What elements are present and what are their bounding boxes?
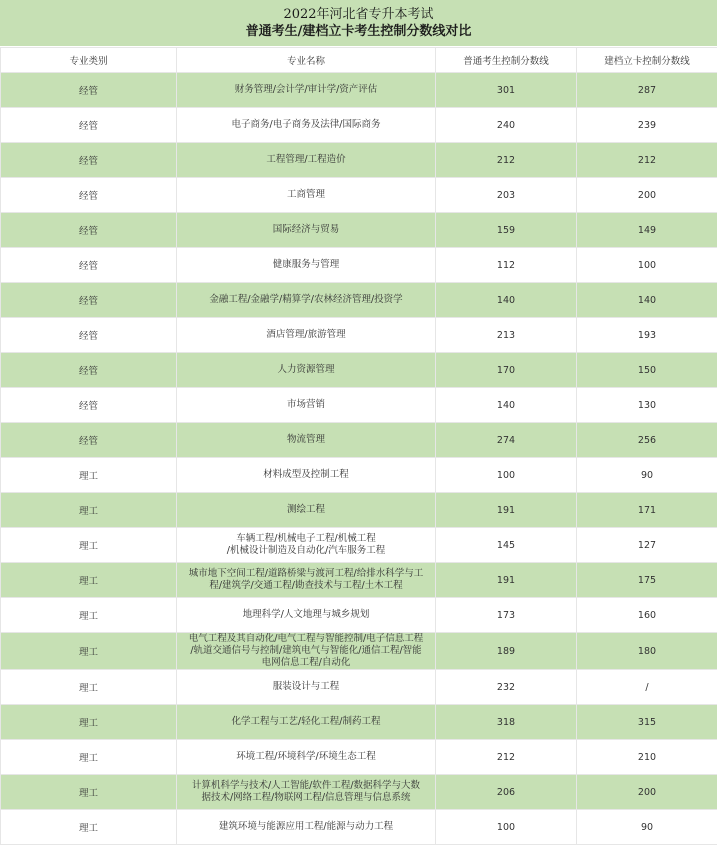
cell-major: 地理科学/人文地理与城乡规划 xyxy=(177,598,436,633)
cell-major: 计算机科学与技术/人工智能/软件工程/数据科学与大数 据技术/网络工程/物联网工程/信息管理与信息系统 xyxy=(177,775,436,810)
score-table xyxy=(0,47,717,845)
cell-category: 经管 xyxy=(1,178,177,213)
cell-major: 电子商务/电子商务及法律/国际商务 xyxy=(177,108,436,143)
table-row xyxy=(1,740,717,775)
cell-registered-score: 140 xyxy=(577,283,717,318)
cell-regular-score: 189 xyxy=(436,633,577,670)
table-row xyxy=(1,108,717,143)
cell-major: 服装设计与工程 xyxy=(177,670,436,705)
header-registered-score: 建档立卡控制分数线 xyxy=(577,48,717,73)
cell-major: 人力资源管理 xyxy=(177,353,436,388)
cell-registered-score: 175 xyxy=(577,563,717,598)
cell-major: 电气工程及其自动化/电气工程与智能控制/电子信息工程 /轨道交通信号与控制/建筑电气与智能化/通信工程/智能 电网信息工程/自动化 xyxy=(177,633,436,670)
cell-major: 物流管理 xyxy=(177,423,436,458)
cell-regular-score: 213 xyxy=(436,318,577,353)
cell-regular-score: 318 xyxy=(436,705,577,740)
table-row xyxy=(1,633,717,670)
cell-registered-score: 127 xyxy=(577,528,717,563)
cell-regular-score: 240 xyxy=(436,108,577,143)
cell-registered-score: 200 xyxy=(577,775,717,810)
title-line-2: 普通考生/建档立卡考生控制分数线对比 xyxy=(245,24,472,39)
cell-major: 环境工程/环境科学/环境生态工程 xyxy=(177,740,436,775)
table-row xyxy=(1,318,717,353)
table-title xyxy=(0,0,717,47)
cell-regular-score: 274 xyxy=(436,423,577,458)
cell-category: 理工 xyxy=(1,670,177,705)
cell-major: 测绘工程 xyxy=(177,493,436,528)
cell-registered-score: 200 xyxy=(577,178,717,213)
cell-regular-score: 140 xyxy=(436,283,577,318)
cell-regular-score: 212 xyxy=(436,143,577,178)
table-row xyxy=(1,143,717,178)
cell-registered-score: 149 xyxy=(577,213,717,248)
cell-regular-score: 145 xyxy=(436,528,577,563)
cell-category: 经管 xyxy=(1,423,177,458)
cell-registered-score: 287 xyxy=(577,73,717,108)
cell-category: 理工 xyxy=(1,633,177,670)
table-row xyxy=(1,178,717,213)
header-category: 专业类别 xyxy=(1,48,177,73)
cell-category: 理工 xyxy=(1,563,177,598)
cell-regular-score: 159 xyxy=(436,213,577,248)
cell-regular-score: 206 xyxy=(436,775,577,810)
cell-regular-score: 100 xyxy=(436,458,577,493)
cell-category: 经管 xyxy=(1,318,177,353)
cell-major: 金融工程/金融学/精算学/农林经济管理/投资学 xyxy=(177,283,436,318)
table-row xyxy=(1,283,717,318)
cell-category: 经管 xyxy=(1,213,177,248)
table-row xyxy=(1,528,717,563)
cell-regular-score: 173 xyxy=(436,598,577,633)
cell-registered-score: 150 xyxy=(577,353,717,388)
cell-regular-score: 170 xyxy=(436,353,577,388)
title-line-1: 2022年河北省专升本考试 xyxy=(283,7,434,22)
cell-regular-score: 212 xyxy=(436,740,577,775)
cell-registered-score: 212 xyxy=(577,143,717,178)
cell-category: 理工 xyxy=(1,810,177,845)
cell-regular-score: 191 xyxy=(436,493,577,528)
cell-category: 理工 xyxy=(1,705,177,740)
table-row xyxy=(1,670,717,705)
cell-registered-score: 130 xyxy=(577,388,717,423)
table-row xyxy=(1,810,717,845)
cell-major: 建筑环境与能源应用工程/能源与动力工程 xyxy=(177,810,436,845)
cell-major: 车辆工程/机械电子工程/机械工程 /机械设计制造及自动化/汽车服务工程 xyxy=(177,528,436,563)
table-row xyxy=(1,388,717,423)
cell-major: 工商管理 xyxy=(177,178,436,213)
cell-regular-score: 203 xyxy=(436,178,577,213)
cell-registered-score: 160 xyxy=(577,598,717,633)
table-row xyxy=(1,213,717,248)
cell-regular-score: 140 xyxy=(436,388,577,423)
cell-category: 经管 xyxy=(1,388,177,423)
cell-category: 理工 xyxy=(1,740,177,775)
table-row xyxy=(1,493,717,528)
cell-registered-score: 315 xyxy=(577,705,717,740)
cell-registered-score: 180 xyxy=(577,633,717,670)
cell-category: 经管 xyxy=(1,283,177,318)
cell-major: 城市地下空间工程/道路桥梁与渡河工程/给排水科学与工 程/建筑学/交通工程/勘查技术与工程/土木工程 xyxy=(177,563,436,598)
header-regular-score: 普通考生控制分数线 xyxy=(436,48,577,73)
cell-registered-score: 100 xyxy=(577,248,717,283)
cell-regular-score: 301 xyxy=(436,73,577,108)
cell-category: 理工 xyxy=(1,493,177,528)
table-row xyxy=(1,423,717,458)
cell-major: 国际经济与贸易 xyxy=(177,213,436,248)
table-row xyxy=(1,705,717,740)
table-row xyxy=(1,248,717,283)
cell-category: 经管 xyxy=(1,73,177,108)
cell-regular-score: 232 xyxy=(436,670,577,705)
table-row xyxy=(1,353,717,388)
table-row xyxy=(1,563,717,598)
header-row xyxy=(1,48,717,73)
header-major: 专业名称 xyxy=(177,48,436,73)
cell-registered-score: 90 xyxy=(577,810,717,845)
cell-registered-score: / xyxy=(577,670,717,705)
cell-category: 经管 xyxy=(1,353,177,388)
cell-major: 市场营销 xyxy=(177,388,436,423)
cell-category: 理工 xyxy=(1,598,177,633)
cell-registered-score: 90 xyxy=(577,458,717,493)
cell-category: 经管 xyxy=(1,108,177,143)
cell-major: 财务管理/会计学/审计学/资产评估 xyxy=(177,73,436,108)
table-row xyxy=(1,598,717,633)
cell-registered-score: 171 xyxy=(577,493,717,528)
cell-registered-score: 210 xyxy=(577,740,717,775)
cell-major: 化学工程与工艺/轻化工程/制药工程 xyxy=(177,705,436,740)
cell-major: 健康服务与管理 xyxy=(177,248,436,283)
cell-category: 理工 xyxy=(1,458,177,493)
table-body xyxy=(1,73,717,845)
cell-registered-score: 193 xyxy=(577,318,717,353)
cell-registered-score: 256 xyxy=(577,423,717,458)
cell-major: 工程管理/工程造价 xyxy=(177,143,436,178)
cell-category: 理工 xyxy=(1,528,177,563)
cell-category: 经管 xyxy=(1,143,177,178)
cell-category: 经管 xyxy=(1,248,177,283)
cell-regular-score: 112 xyxy=(436,248,577,283)
cell-category: 理工 xyxy=(1,775,177,810)
cell-registered-score: 239 xyxy=(577,108,717,143)
cell-regular-score: 100 xyxy=(436,810,577,845)
table-row xyxy=(1,73,717,108)
cell-major: 材料成型及控制工程 xyxy=(177,458,436,493)
table-row xyxy=(1,458,717,493)
cell-major: 酒店管理/旅游管理 xyxy=(177,318,436,353)
cell-regular-score: 191 xyxy=(436,563,577,598)
table-row xyxy=(1,775,717,810)
